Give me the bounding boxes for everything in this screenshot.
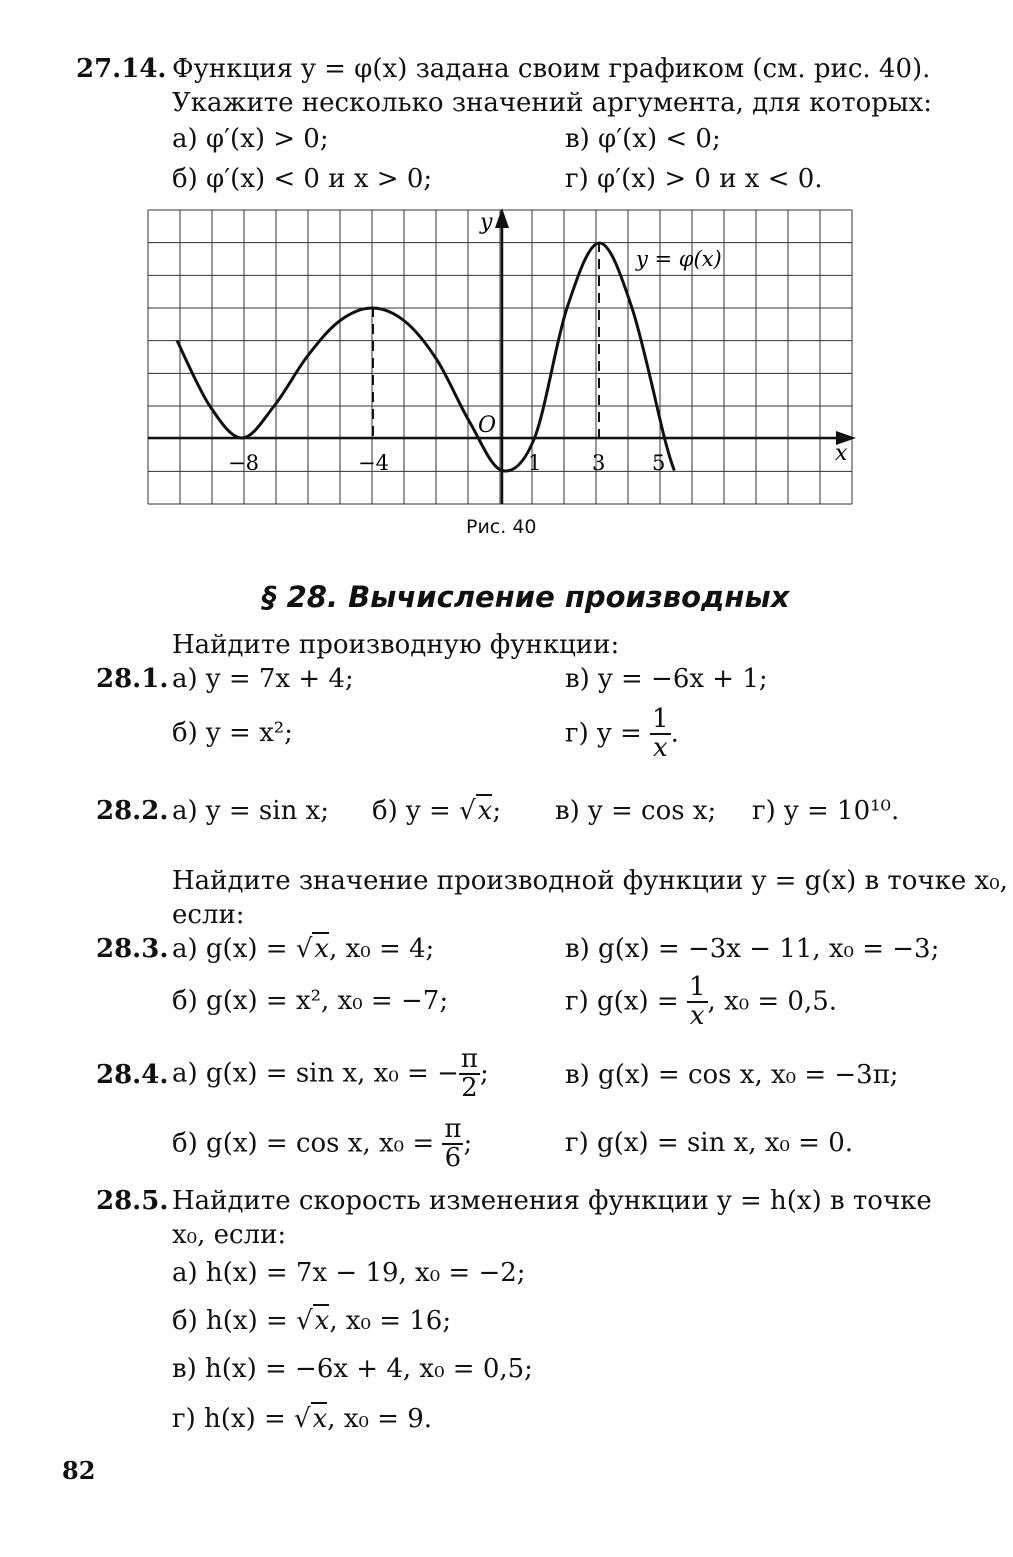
problem-28-4-v: в) g(x) = cos x, x₀ = −3π;	[565, 1060, 899, 1090]
problem-28-3-a-prefix: а) g(x) =	[172, 934, 288, 964]
figure-40	[0, 0, 1013, 560]
problem-28-5-a: а) h(x) = 7x − 19, x₀ = −2;	[172, 1258, 526, 1288]
problem-number-28-4: 28.4.	[96, 1060, 169, 1090]
problem-27-14-line2: Укажите несколько значений аргумента, для которых:	[172, 88, 932, 118]
problem-28-5-g-prefix: г) h(x) =	[172, 1404, 286, 1434]
problem-number-28-2: 28.2.	[96, 796, 169, 826]
fraction	[459, 1046, 480, 1103]
problem-28-5-g	[172, 1404, 432, 1434]
tick-label-minus-4: −4	[358, 451, 389, 475]
sqrt-radicand: x	[312, 1404, 328, 1434]
fraction-denominator: 6	[444, 1143, 462, 1174]
problem-28-1-v: в) y = −6x + 1;	[565, 664, 768, 694]
sqrt-radicand: x	[314, 934, 330, 964]
problem-28-4-b	[172, 1116, 472, 1173]
problem-28-1-b: б) y = x²;	[172, 718, 293, 748]
problem-28-5-b-suffix: , x₀ = 16;	[329, 1306, 452, 1336]
problem-28-4-a-suffix: ;	[479, 1058, 489, 1089]
fraction-denominator: x	[652, 733, 668, 764]
problem-28-5-g-suffix: , x₀ = 9.	[327, 1404, 433, 1434]
fraction-numerator: π	[444, 1114, 462, 1144]
problem-28-3-g-suffix: , x₀ = 0,5.	[707, 986, 838, 1017]
sqrt-sign: √	[295, 934, 313, 964]
sqrt-sign: √	[294, 1404, 311, 1434]
sqrt-radicand: x	[314, 1306, 330, 1336]
problem-28-5-b-prefix: б) h(x) =	[172, 1306, 288, 1336]
problem-28-2-a: а) y = sin x;	[172, 796, 330, 826]
fraction-numerator: π	[460, 1044, 478, 1074]
section-intro: Найдите производную функции:	[172, 630, 620, 660]
intro-derivative-value-line2: если:	[172, 900, 245, 930]
problem-28-5-line2: x₀, если:	[172, 1220, 287, 1250]
fraction-numerator: 1	[652, 704, 669, 734]
problem-28-3-g-prefix: г) g(x) =	[565, 986, 679, 1017]
fraction-numerator: 1	[688, 972, 706, 1002]
problem-28-3-b: б) g(x) = x², x₀ = −7;	[172, 986, 449, 1016]
problem-27-14-a: а) φ′(x) > 0;	[172, 124, 329, 154]
tick-label-minus-8: −8	[228, 451, 259, 475]
section-title: § 28. Вычисление производных	[262, 580, 790, 614]
problem-28-4-b-suffix: ;	[463, 1128, 473, 1159]
origin-label: O	[478, 413, 497, 438]
fraction-denominator: 2	[461, 1073, 478, 1104]
sqrt-radicand: x	[477, 796, 493, 826]
fraction	[687, 974, 708, 1031]
y-axis-label: y	[480, 210, 493, 235]
tick-label-1: 1	[528, 451, 542, 475]
problem-27-14-g: г) φ′(x) > 0 и x < 0.	[565, 164, 823, 194]
problem-28-5-b	[172, 1306, 451, 1336]
problem-28-4-b-prefix: б) g(x) = cos x, x₀ =	[172, 1128, 435, 1159]
problem-28-3-a-suffix: , x₀ = 4;	[329, 934, 435, 964]
tick-label-5: 5	[652, 451, 666, 475]
y-axis-arrow	[495, 208, 509, 228]
intro-derivative-value-line1: Найдите значение производной функции y = g(x) в точке x₀,	[172, 866, 1008, 896]
problem-27-14-line1: Функция y = φ(x) задана своим графиком (см. рис. 40).	[172, 54, 931, 84]
problem-28-4-a-prefix: а) g(x) = sin x, x₀ = −	[172, 1058, 459, 1089]
problem-number-28-3: 28.3.	[96, 934, 169, 964]
figure-caption: Рис. 40	[466, 516, 537, 538]
problem-28-1-a: а) y = 7x + 4;	[172, 664, 354, 694]
problem-28-1-g-suffix: .	[670, 718, 679, 749]
problem-28-1-g	[565, 706, 679, 763]
fraction-denominator: x	[689, 1001, 705, 1032]
fraction	[442, 1116, 463, 1173]
problem-28-5-line1: Найдите скорость изменения функции y = h(x) в точке	[172, 1186, 932, 1216]
problem-number-28-1: 28.1.	[96, 664, 169, 694]
problem-28-2-b-prefix: б) y =	[372, 796, 451, 826]
problem-28-1-g-prefix: г) y =	[565, 718, 642, 749]
problem-28-2-v: в) y = cos x;	[555, 796, 717, 826]
problem-28-4-a	[172, 1046, 489, 1103]
problem-28-3-a	[172, 934, 434, 964]
problem-28-3-g	[565, 974, 837, 1031]
problem-28-4-g: г) g(x) = sin x, x₀ = 0.	[565, 1128, 854, 1158]
problem-28-2-b-suffix: ;	[492, 796, 502, 826]
problem-28-2-b	[372, 796, 501, 826]
page-number: 82	[62, 1456, 96, 1485]
x-axis-label: x	[835, 441, 848, 466]
problem-number-27-14: 27.14.	[76, 54, 167, 84]
sqrt-sign: √	[296, 1306, 313, 1336]
sqrt-sign: √	[459, 796, 476, 826]
problem-28-3-v: в) g(x) = −3x − 11, x₀ = −3;	[565, 934, 940, 964]
curve-label: y = φ(x)	[636, 247, 722, 271]
problem-27-14-b: б) φ′(x) < 0 и x > 0;	[172, 164, 433, 194]
fraction	[650, 706, 671, 763]
problem-28-5-v: в) h(x) = −6x + 4, x₀ = 0,5;	[172, 1354, 533, 1384]
tick-label-3: 3	[592, 451, 606, 475]
problem-number-28-5: 28.5.	[96, 1186, 169, 1216]
problem-28-2-g: г) y = 10¹⁰.	[752, 796, 900, 826]
problem-27-14-v: в) φ′(x) < 0;	[565, 124, 721, 154]
